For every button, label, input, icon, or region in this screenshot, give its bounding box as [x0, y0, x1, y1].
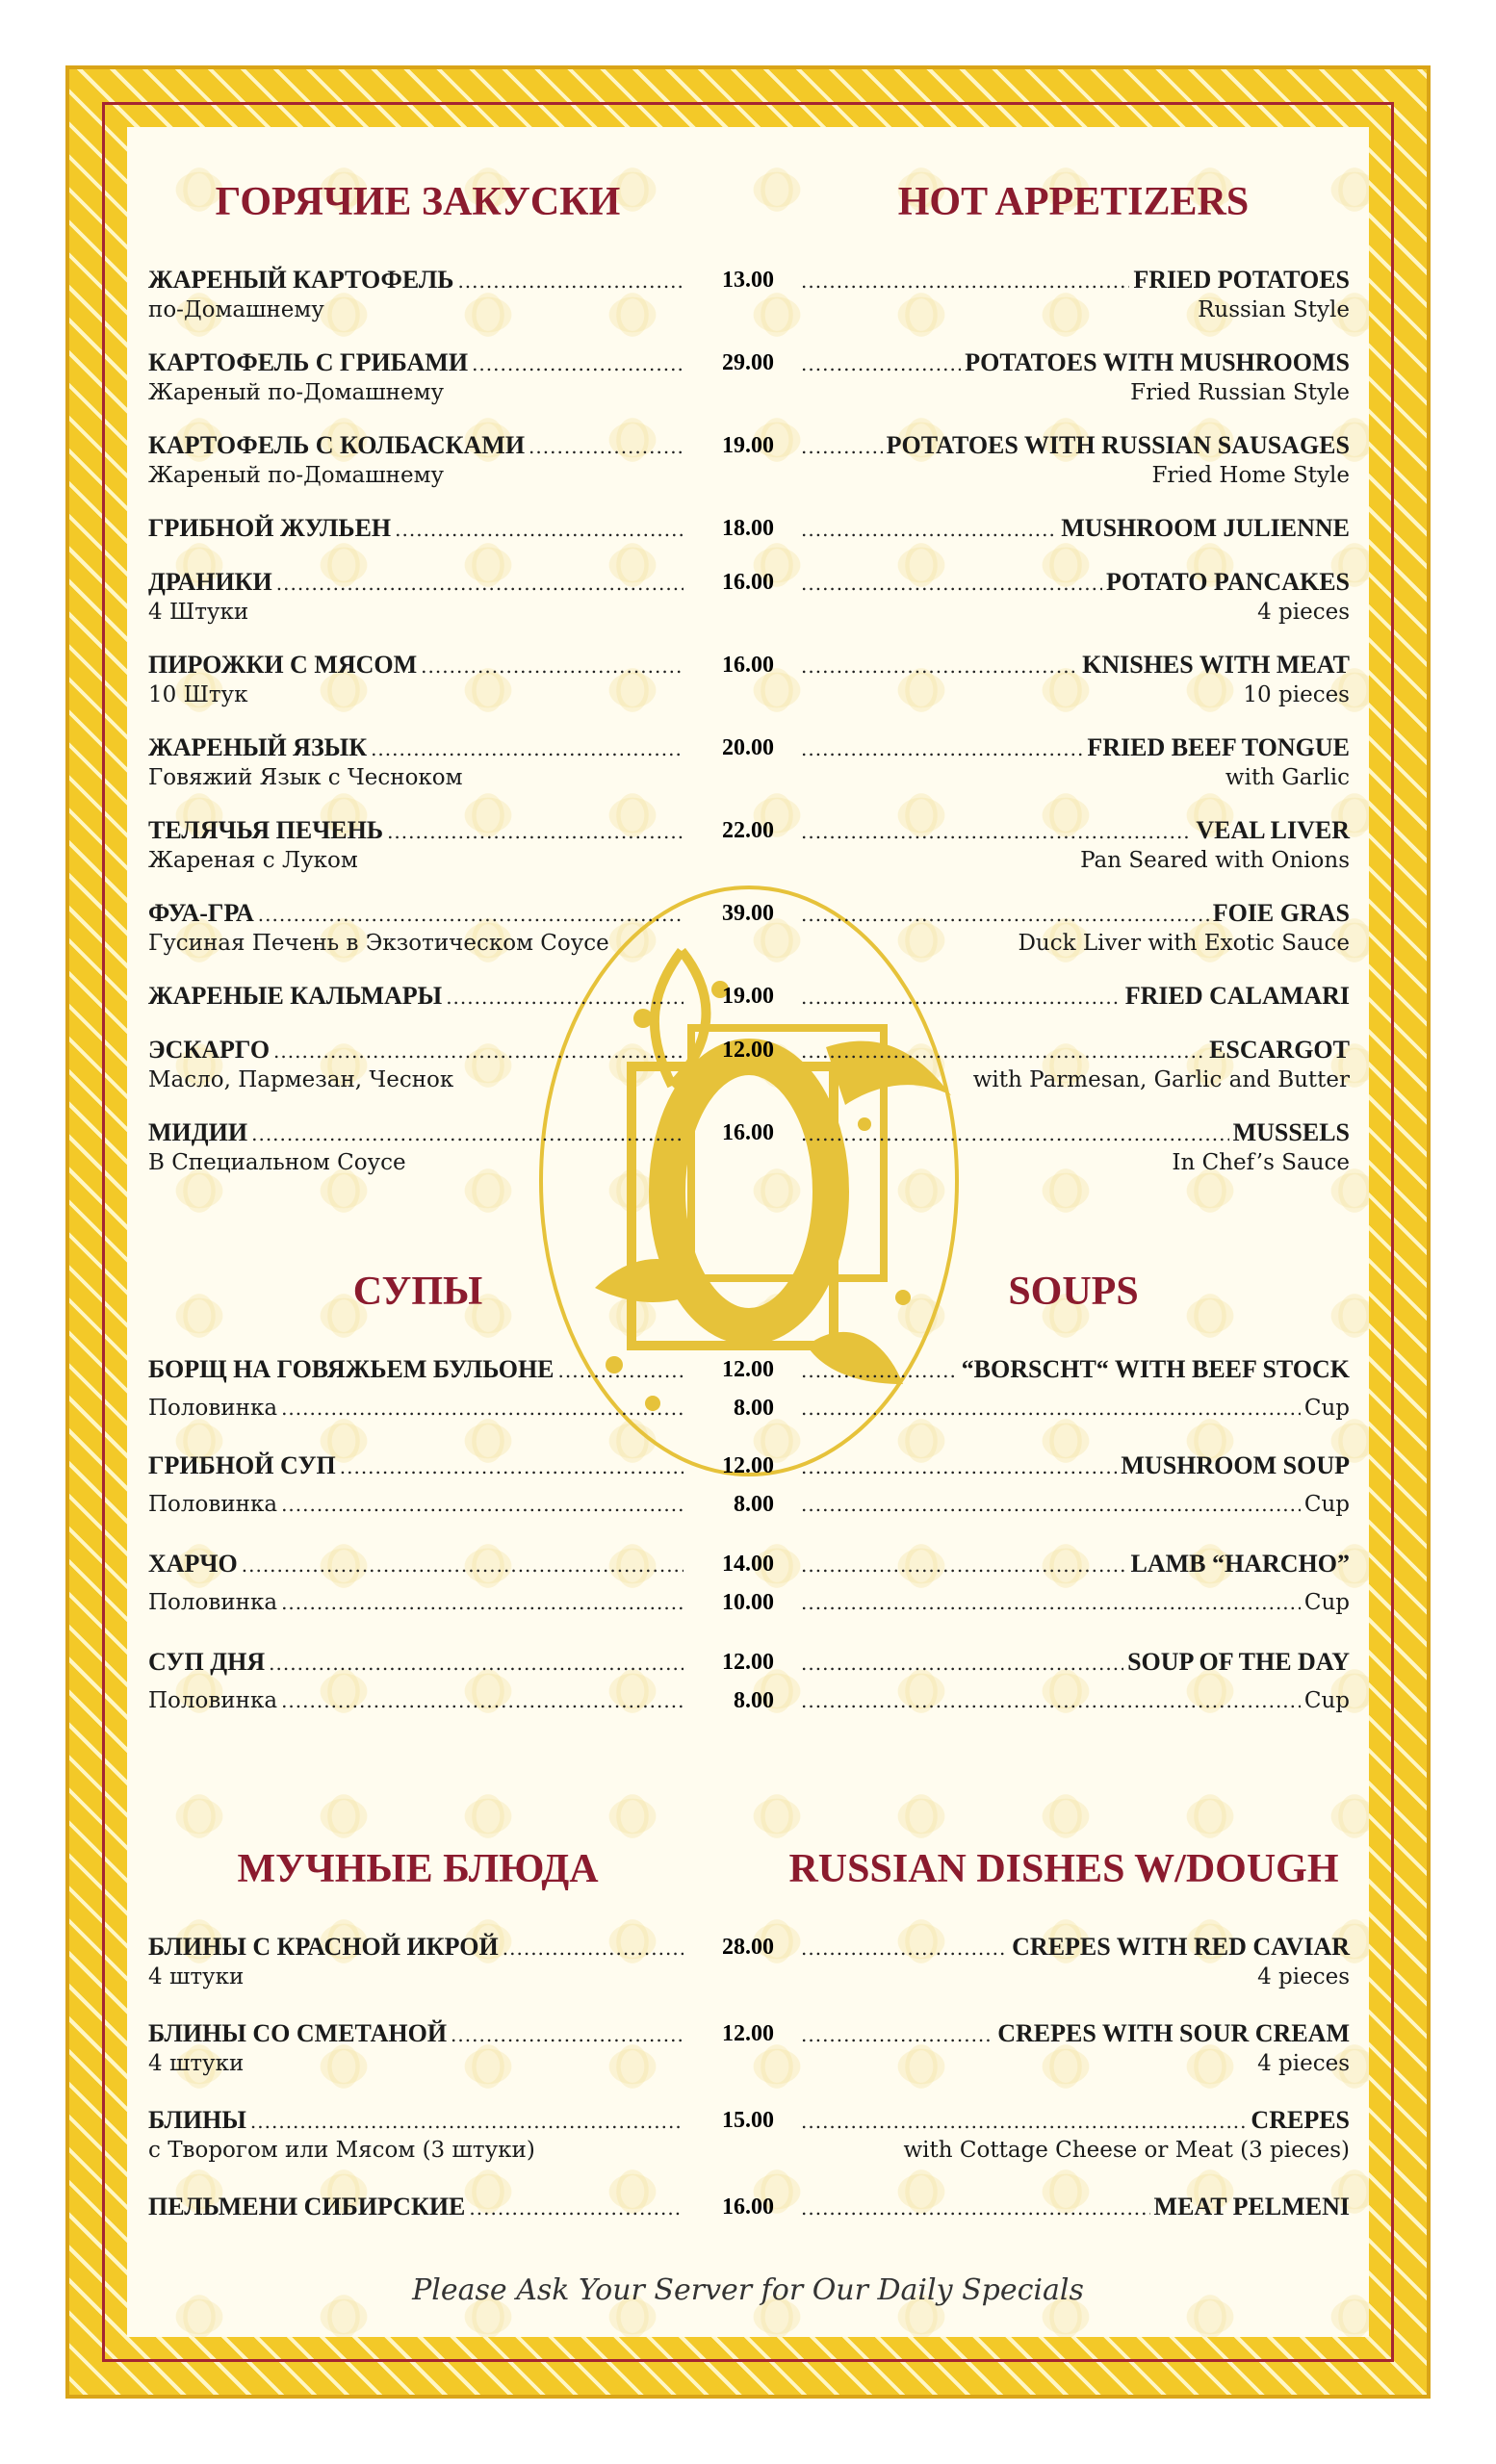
- hot-item-2-ru: [148, 431, 687, 490]
- hot-item-4-en-desc: 4 pieces: [1257, 600, 1350, 625]
- hot-item-3-en: [797, 514, 1350, 544]
- soup-cup-3: [797, 1686, 1350, 1715]
- hot-item-10-ru-row: [148, 1036, 687, 1065]
- leader-dots: [273, 1037, 684, 1065]
- leader-dots: [281, 1394, 684, 1423]
- hot-item-0-price: 13.00: [722, 268, 774, 293]
- hot-item-10-ru-desc: Масло, Пармезан, Чеснок: [148, 1067, 454, 1092]
- leader-dots: [801, 1649, 1123, 1678]
- hot-item-10-ru-name: ЭСКАРГО: [148, 1036, 271, 1064]
- leader-dots: [558, 1356, 684, 1385]
- leader-dots: [801, 1119, 1229, 1148]
- dough-item-3-en-name: MEAT PELMENI: [1153, 2193, 1350, 2220]
- leader-dots: [801, 1490, 1301, 1519]
- hot-item-0-en: [797, 266, 1350, 324]
- hot-item-6-en: [797, 733, 1350, 792]
- hot-item-6-en-row: [797, 733, 1350, 763]
- hot-item-11-ru-desc: В Специальном Соусе: [148, 1150, 406, 1175]
- leader-dots: [801, 1934, 1008, 1963]
- soup-half-label: Половинка: [148, 1396, 278, 1421]
- hot-item-5-en-desc: 10 pieces: [1243, 682, 1350, 707]
- hot-item-0-en-name: FRIED POTATOES: [1133, 266, 1350, 294]
- hot-item-9-ru-name: ЖАРЕНЫЕ КАЛЬМАРЫ: [148, 982, 443, 1010]
- soup-half-row: [148, 1490, 687, 1519]
- soup-half-price: 8.00: [734, 1396, 774, 1421]
- hot-item-7-ru-name: ТЕЛЯЧЬЯ ПЕЧЕНЬ: [148, 816, 384, 844]
- hot-item-10-price: 12.00: [722, 1038, 774, 1063]
- hot-item-8-price: 39.00: [722, 901, 774, 926]
- hot-item-4-en: [797, 568, 1350, 627]
- heading-hot-en: HOT APPETIZERS: [897, 180, 1250, 224]
- leader-dots: [801, 1356, 958, 1385]
- heading-hot-ru: ГОРЯЧИЕ ЗАКУСКИ: [215, 180, 621, 224]
- leader-dots: [371, 734, 684, 763]
- leader-dots: [801, 349, 961, 378]
- hot-item-6-en-desc: with Garlic: [1225, 765, 1350, 790]
- soup-cup-0: [797, 1394, 1350, 1423]
- leader-dots: [801, 983, 1122, 1012]
- hot-item-7-en-desc: Pan Seared with Onions: [1080, 848, 1350, 873]
- hot-item-7-en-row: [797, 816, 1350, 846]
- soup-half-price: 10.00: [722, 1590, 774, 1615]
- hot-item-6-en-name: FRIED BEEF TONGUE: [1087, 733, 1350, 761]
- leader-dots: [258, 900, 684, 929]
- hot-item-0-en-row: [797, 266, 1350, 295]
- hot-item-7-price: 22.00: [722, 818, 774, 843]
- hot-item-2-en-desc: Fried Home Style: [1151, 463, 1350, 488]
- hot-item-3-ru: [148, 514, 687, 544]
- soup-item-3-ru: [148, 1648, 687, 1678]
- dough-item-1-ru-desc: 4 штуки: [148, 2051, 245, 2076]
- dough-item-0-en-desc: 4 pieces: [1257, 1964, 1350, 1989]
- leader-dots: [801, 1686, 1301, 1715]
- soup-item-1-price: 12.00: [722, 1453, 774, 1478]
- hot-item-11-en-row: [797, 1118, 1350, 1148]
- leader-dots: [801, 267, 1129, 295]
- hot-item-7-en: [797, 816, 1350, 875]
- hot-item-1-ru-name: КАРТОФЕЛЬ С ГРИБАМИ: [148, 348, 469, 376]
- soup-item-3-ru-name: СУП ДНЯ: [148, 1648, 266, 1676]
- leader-dots: [269, 1649, 684, 1678]
- heading-soup-en: SOUPS: [1008, 1270, 1139, 1314]
- soup-cup-row: [797, 1588, 1350, 1617]
- dough-item-2-en-desc: with Cottage Cheese or Meat (3 pieces): [903, 2138, 1350, 2163]
- hot-item-7-en-name: VEAL LIVER: [1196, 816, 1350, 844]
- soup-item-2-en: [797, 1550, 1350, 1579]
- hot-item-0-ru-name: ЖАРЕНЫЙ КАРТОФЕЛЬ: [148, 266, 454, 294]
- leader-dots: [281, 1686, 684, 1715]
- hot-item-9-en: [797, 982, 1350, 1012]
- hot-item-10-en-row: [797, 1036, 1350, 1065]
- hot-item-11-price: 16.00: [722, 1120, 774, 1145]
- hot-item-3-ru-row: [148, 514, 687, 544]
- hot-item-1-en-name: POTATOES WITH MUSHROOMS: [965, 348, 1350, 376]
- hot-item-1-en: [797, 348, 1350, 407]
- dough-item-1-en: [797, 2019, 1350, 2078]
- daily-specials-note: Please Ask Your Server for Our Daily Specials: [412, 2273, 1084, 2307]
- leader-dots: [801, 2107, 1247, 2136]
- dough-item-3-ru-name: ПЕЛЬМЕНИ СИБИРСКИЕ: [148, 2193, 466, 2220]
- leader-dots: [340, 1452, 684, 1481]
- hot-item-10-en-desc: with Parmesan, Garlic and Butter: [972, 1067, 1350, 1092]
- soup-item-0-en-name: “BORSCHT“ WITH BEEF STOCK: [961, 1355, 1350, 1383]
- hot-item-6-ru-row: [148, 733, 687, 763]
- dough-item-1-en-row: [797, 2019, 1350, 2049]
- hot-item-6-ru-desc: Говяжий Язык с Чесноком: [148, 765, 463, 790]
- soup-item-0-ru-row: [148, 1355, 687, 1385]
- dough-item-0-ru-desc: 4 штуки: [148, 1964, 245, 1989]
- soup-half-row: [148, 1686, 687, 1715]
- soup-item-3-ru-row: [148, 1648, 687, 1678]
- soup-cup-label: Cup: [1303, 1590, 1350, 1615]
- hot-item-7-ru: [148, 816, 687, 875]
- hot-item-9-price: 19.00: [722, 984, 774, 1009]
- leader-dots: [801, 515, 1057, 544]
- dough-item-1-ru-name: БЛИНЫ СО СМЕТАНОЙ: [148, 2019, 448, 2047]
- hot-item-0-en-desc: Russian Style: [1198, 297, 1350, 322]
- soup-half-row: [148, 1394, 687, 1423]
- hot-item-9-en-row: [797, 982, 1350, 1012]
- soup-item-2-ru-row: [148, 1550, 687, 1579]
- hot-item-1-en-desc: Fried Russian Style: [1130, 380, 1350, 405]
- dough-item-0-ru-name: БЛИНЫ С КРАСНОЙ ИКРОЙ: [148, 1933, 499, 1961]
- hot-item-8-ru: [148, 899, 687, 958]
- leader-dots: [801, 2194, 1150, 2222]
- leader-dots: [801, 1588, 1301, 1617]
- dough-item-2-ru: [148, 2106, 687, 2165]
- hot-item-5-ru-name: ПИРОЖКИ С МЯСОМ: [148, 651, 418, 679]
- hot-item-11-en: [797, 1118, 1350, 1177]
- leader-dots: [801, 652, 1078, 680]
- hot-item-0-ru: [148, 266, 687, 324]
- soup-half-label: Половинка: [148, 1492, 278, 1517]
- leader-dots: [801, 734, 1083, 763]
- leader-dots: [242, 1551, 684, 1579]
- hot-item-7-ru-desc: Жареная с Луком: [148, 848, 358, 873]
- dough-item-2-ru-row: [148, 2106, 687, 2136]
- hot-item-8-en-row: [797, 899, 1350, 929]
- dough-item-3-ru-row: [148, 2193, 687, 2222]
- soup-cup-row: [797, 1394, 1350, 1423]
- hot-item-5-en-name: KNISHES WITH MEAT: [1082, 651, 1350, 679]
- hot-item-4-en-row: [797, 568, 1350, 598]
- dough-item-3-en-row: [797, 2193, 1350, 2222]
- hot-item-10-en-name: ESCARGOT: [1209, 1036, 1350, 1064]
- soup-cup-label: Cup: [1303, 1396, 1350, 1421]
- hot-item-2-ru-desc: Жареный по-Домашнему: [148, 463, 445, 488]
- hot-item-6-ru-name: ЖАРЕНЫЙ ЯЗЫК: [148, 733, 368, 761]
- hot-item-9-ru-row: [148, 982, 687, 1012]
- dough-item-2-ru-name: БЛИНЫ: [148, 2106, 246, 2134]
- leader-dots: [451, 2020, 684, 2049]
- soup-half-3: [148, 1686, 687, 1715]
- dough-item-3-en: [797, 2193, 1350, 2222]
- leader-dots: [446, 983, 684, 1012]
- dough-item-0-en-row: [797, 1933, 1350, 1963]
- leader-dots: [281, 1588, 684, 1617]
- leader-dots: [801, 2020, 993, 2049]
- leader-dots: [801, 1394, 1301, 1423]
- soup-item-0-ru-name: БОРЩ НА ГОВЯЖЬЕМ БУЛЬОНЕ: [148, 1355, 555, 1383]
- soup-half-label: Половинка: [148, 1688, 278, 1713]
- leader-dots: [801, 900, 1209, 929]
- leader-dots: [387, 817, 684, 846]
- hot-item-5-price: 16.00: [722, 653, 774, 678]
- soup-half-row: [148, 1588, 687, 1617]
- heading-soup-ru: СУПЫ: [352, 1270, 483, 1314]
- dough-item-0-en-name: CREPES WITH RED CAVIAR: [1012, 1933, 1350, 1961]
- leader-dots: [457, 267, 684, 295]
- hot-item-5-ru-desc: 10 Штук: [148, 682, 248, 707]
- hot-item-10-en: [797, 1036, 1350, 1094]
- dough-item-2-en: [797, 2106, 1350, 2165]
- dough-item-0-price: 28.00: [722, 1935, 774, 1960]
- hot-item-3-ru-name: ГРИБНОЙ ЖУЛЬЕН: [148, 514, 392, 542]
- soup-cup-row: [797, 1490, 1350, 1519]
- restaurant-logo-emblem: [537, 884, 961, 1478]
- leader-dots: [421, 652, 684, 680]
- hot-item-8-en-desc: Duck Liver with Exotic Sauce: [1018, 931, 1350, 956]
- dough-item-0-ru: [148, 1933, 687, 1991]
- soup-item-0-ru: [148, 1355, 687, 1385]
- hot-item-8-ru-desc: Гусиная Печень в Экзотическом Соусе: [148, 931, 609, 956]
- leader-dots: [281, 1490, 684, 1519]
- dough-item-2-ru-desc: с Творогом или Мясом (3 штуки): [148, 2138, 535, 2163]
- hot-item-9-ru: [148, 982, 687, 1012]
- hot-item-4-ru-row: [148, 568, 687, 598]
- soup-cup-label: Cup: [1303, 1492, 1350, 1517]
- heading-dough-ru: МУЧНЫЕ БЛЮДА: [237, 1847, 599, 1891]
- hot-item-2-ru-name: КАРТОФЕЛЬ С КОЛБАСКАМИ: [148, 431, 526, 459]
- soup-item-3-en-name: SOUP OF THE DAY: [1127, 1648, 1350, 1676]
- leader-dots: [801, 569, 1102, 598]
- hot-item-0-ru-desc: по-Домашнему: [148, 297, 324, 322]
- dough-item-2-price: 15.00: [722, 2108, 774, 2133]
- dough-item-3-price: 16.00: [722, 2194, 774, 2220]
- dough-item-1-en-name: CREPES WITH SOUR CREAM: [997, 2019, 1350, 2047]
- soup-item-2-en-name: LAMB “HARCHO”: [1130, 1550, 1350, 1578]
- hot-item-8-en: [797, 899, 1350, 958]
- dough-item-1-ru: [148, 2019, 687, 2078]
- hot-item-2-price: 19.00: [722, 433, 774, 458]
- dough-item-1-ru-row: [148, 2019, 687, 2049]
- leader-dots: [801, 817, 1192, 846]
- dough-item-3-ru: [148, 2193, 687, 2222]
- soup-cup-label: Cup: [1303, 1688, 1350, 1713]
- leader-dots: [251, 1119, 684, 1148]
- hot-item-11-en-desc: In Chef’s Sauce: [1172, 1150, 1350, 1175]
- soup-item-1-ru: [148, 1451, 687, 1481]
- hot-item-1-ru: [148, 348, 687, 407]
- leader-dots: [529, 432, 684, 461]
- soup-half-price: 8.00: [734, 1688, 774, 1713]
- dough-item-2-en-row: [797, 2106, 1350, 2136]
- dough-item-1-en-desc: 4 pieces: [1257, 2051, 1350, 2076]
- hot-item-9-en-name: FRIED CALAMARI: [1124, 982, 1350, 1010]
- hot-item-4-price: 16.00: [722, 570, 774, 595]
- soup-item-2-en-row: [797, 1550, 1350, 1579]
- soup-item-2-price: 14.00: [722, 1552, 774, 1577]
- leader-dots: [472, 349, 684, 378]
- dough-item-0-ru-row: [148, 1933, 687, 1963]
- hot-item-2-en-name: POTATOES WITH RUSSIAN SAUSAGES: [886, 431, 1350, 459]
- soup-cup-row: [797, 1686, 1350, 1715]
- hot-item-10-ru: [148, 1036, 687, 1094]
- soup-item-1-en-name: MUSHROOM SOUP: [1121, 1451, 1350, 1479]
- soup-item-1-ru-name: ГРИБНОЙ СУП: [148, 1451, 336, 1479]
- leader-dots: [469, 2194, 684, 2222]
- soup-half-0: [148, 1394, 687, 1423]
- soup-item-3-en: [797, 1648, 1350, 1678]
- hot-item-2-en: [797, 431, 1350, 490]
- dough-item-0-en: [797, 1933, 1350, 1991]
- soup-item-0-price: 12.00: [722, 1357, 774, 1382]
- hot-item-6-price: 20.00: [722, 735, 774, 760]
- leader-dots: [801, 432, 883, 461]
- hot-item-5-ru-row: [148, 651, 687, 680]
- soup-half-2: [148, 1588, 687, 1617]
- leader-dots: [801, 1037, 1205, 1065]
- soup-cup-1: [797, 1490, 1350, 1519]
- soup-item-1-ru-row: [148, 1451, 687, 1481]
- hot-item-1-ru-desc: Жареный по-Домашнему: [148, 380, 445, 405]
- soup-half-price: 8.00: [734, 1492, 774, 1517]
- soup-half-1: [148, 1490, 687, 1519]
- leader-dots: [801, 1551, 1127, 1579]
- hot-item-2-en-row: [797, 431, 1350, 461]
- hot-item-1-ru-row: [148, 348, 687, 378]
- hot-item-11-en-name: MUSSELS: [1232, 1118, 1350, 1146]
- leader-dots: [395, 515, 684, 544]
- hot-item-5-ru: [148, 651, 687, 709]
- hot-item-7-ru-row: [148, 816, 687, 846]
- soup-item-0-en: [797, 1355, 1350, 1385]
- hot-item-4-ru-name: ДРАНИКИ: [148, 568, 272, 596]
- hot-item-6-ru: [148, 733, 687, 792]
- hot-item-3-price: 18.00: [722, 516, 774, 541]
- hot-item-8-ru-name: ФУА-ГРА: [148, 899, 254, 927]
- leader-dots: [276, 569, 684, 598]
- soup-item-0-en-row: [797, 1355, 1350, 1385]
- soup-item-2-ru-name: ХАРЧО: [148, 1550, 238, 1578]
- hot-item-8-en-name: FOIE GRAS: [1212, 899, 1350, 927]
- soup-half-label: Половинка: [148, 1590, 278, 1615]
- soup-cup-2: [797, 1588, 1350, 1617]
- dough-item-2-en-name: CREPES: [1251, 2106, 1350, 2134]
- hot-item-5-en-row: [797, 651, 1350, 680]
- dough-item-1-price: 12.00: [722, 2021, 774, 2046]
- hot-item-3-en-name: MUSHROOM JULIENNE: [1061, 514, 1350, 542]
- hot-item-1-price: 29.00: [722, 350, 774, 375]
- soup-item-3-price: 12.00: [722, 1650, 774, 1675]
- hot-item-2-ru-row: [148, 431, 687, 461]
- soup-item-1-en: [797, 1451, 1350, 1481]
- hot-item-11-ru-row: [148, 1118, 687, 1148]
- hot-item-8-ru-row: [148, 899, 687, 929]
- hot-item-4-en-name: POTATO PANCAKES: [1105, 568, 1350, 596]
- soup-item-3-en-row: [797, 1648, 1350, 1678]
- hot-item-1-en-row: [797, 348, 1350, 378]
- leader-dots: [250, 2107, 684, 2136]
- hot-item-11-ru: [148, 1118, 687, 1177]
- heading-dough-en: RUSSIAN DISHES W/DOUGH: [788, 1847, 1339, 1891]
- hot-item-4-ru: [148, 568, 687, 627]
- soup-item-1-en-row: [797, 1451, 1350, 1481]
- hot-item-11-ru-name: МИДИИ: [148, 1118, 248, 1146]
- leader-dots: [503, 1934, 684, 1963]
- hot-item-5-en: [797, 651, 1350, 709]
- soup-item-2-ru: [148, 1550, 687, 1579]
- hot-item-0-ru-row: [148, 266, 687, 295]
- leader-dots: [801, 1452, 1117, 1481]
- hot-item-3-en-row: [797, 514, 1350, 544]
- hot-item-4-ru-desc: 4 Штуки: [148, 600, 249, 625]
